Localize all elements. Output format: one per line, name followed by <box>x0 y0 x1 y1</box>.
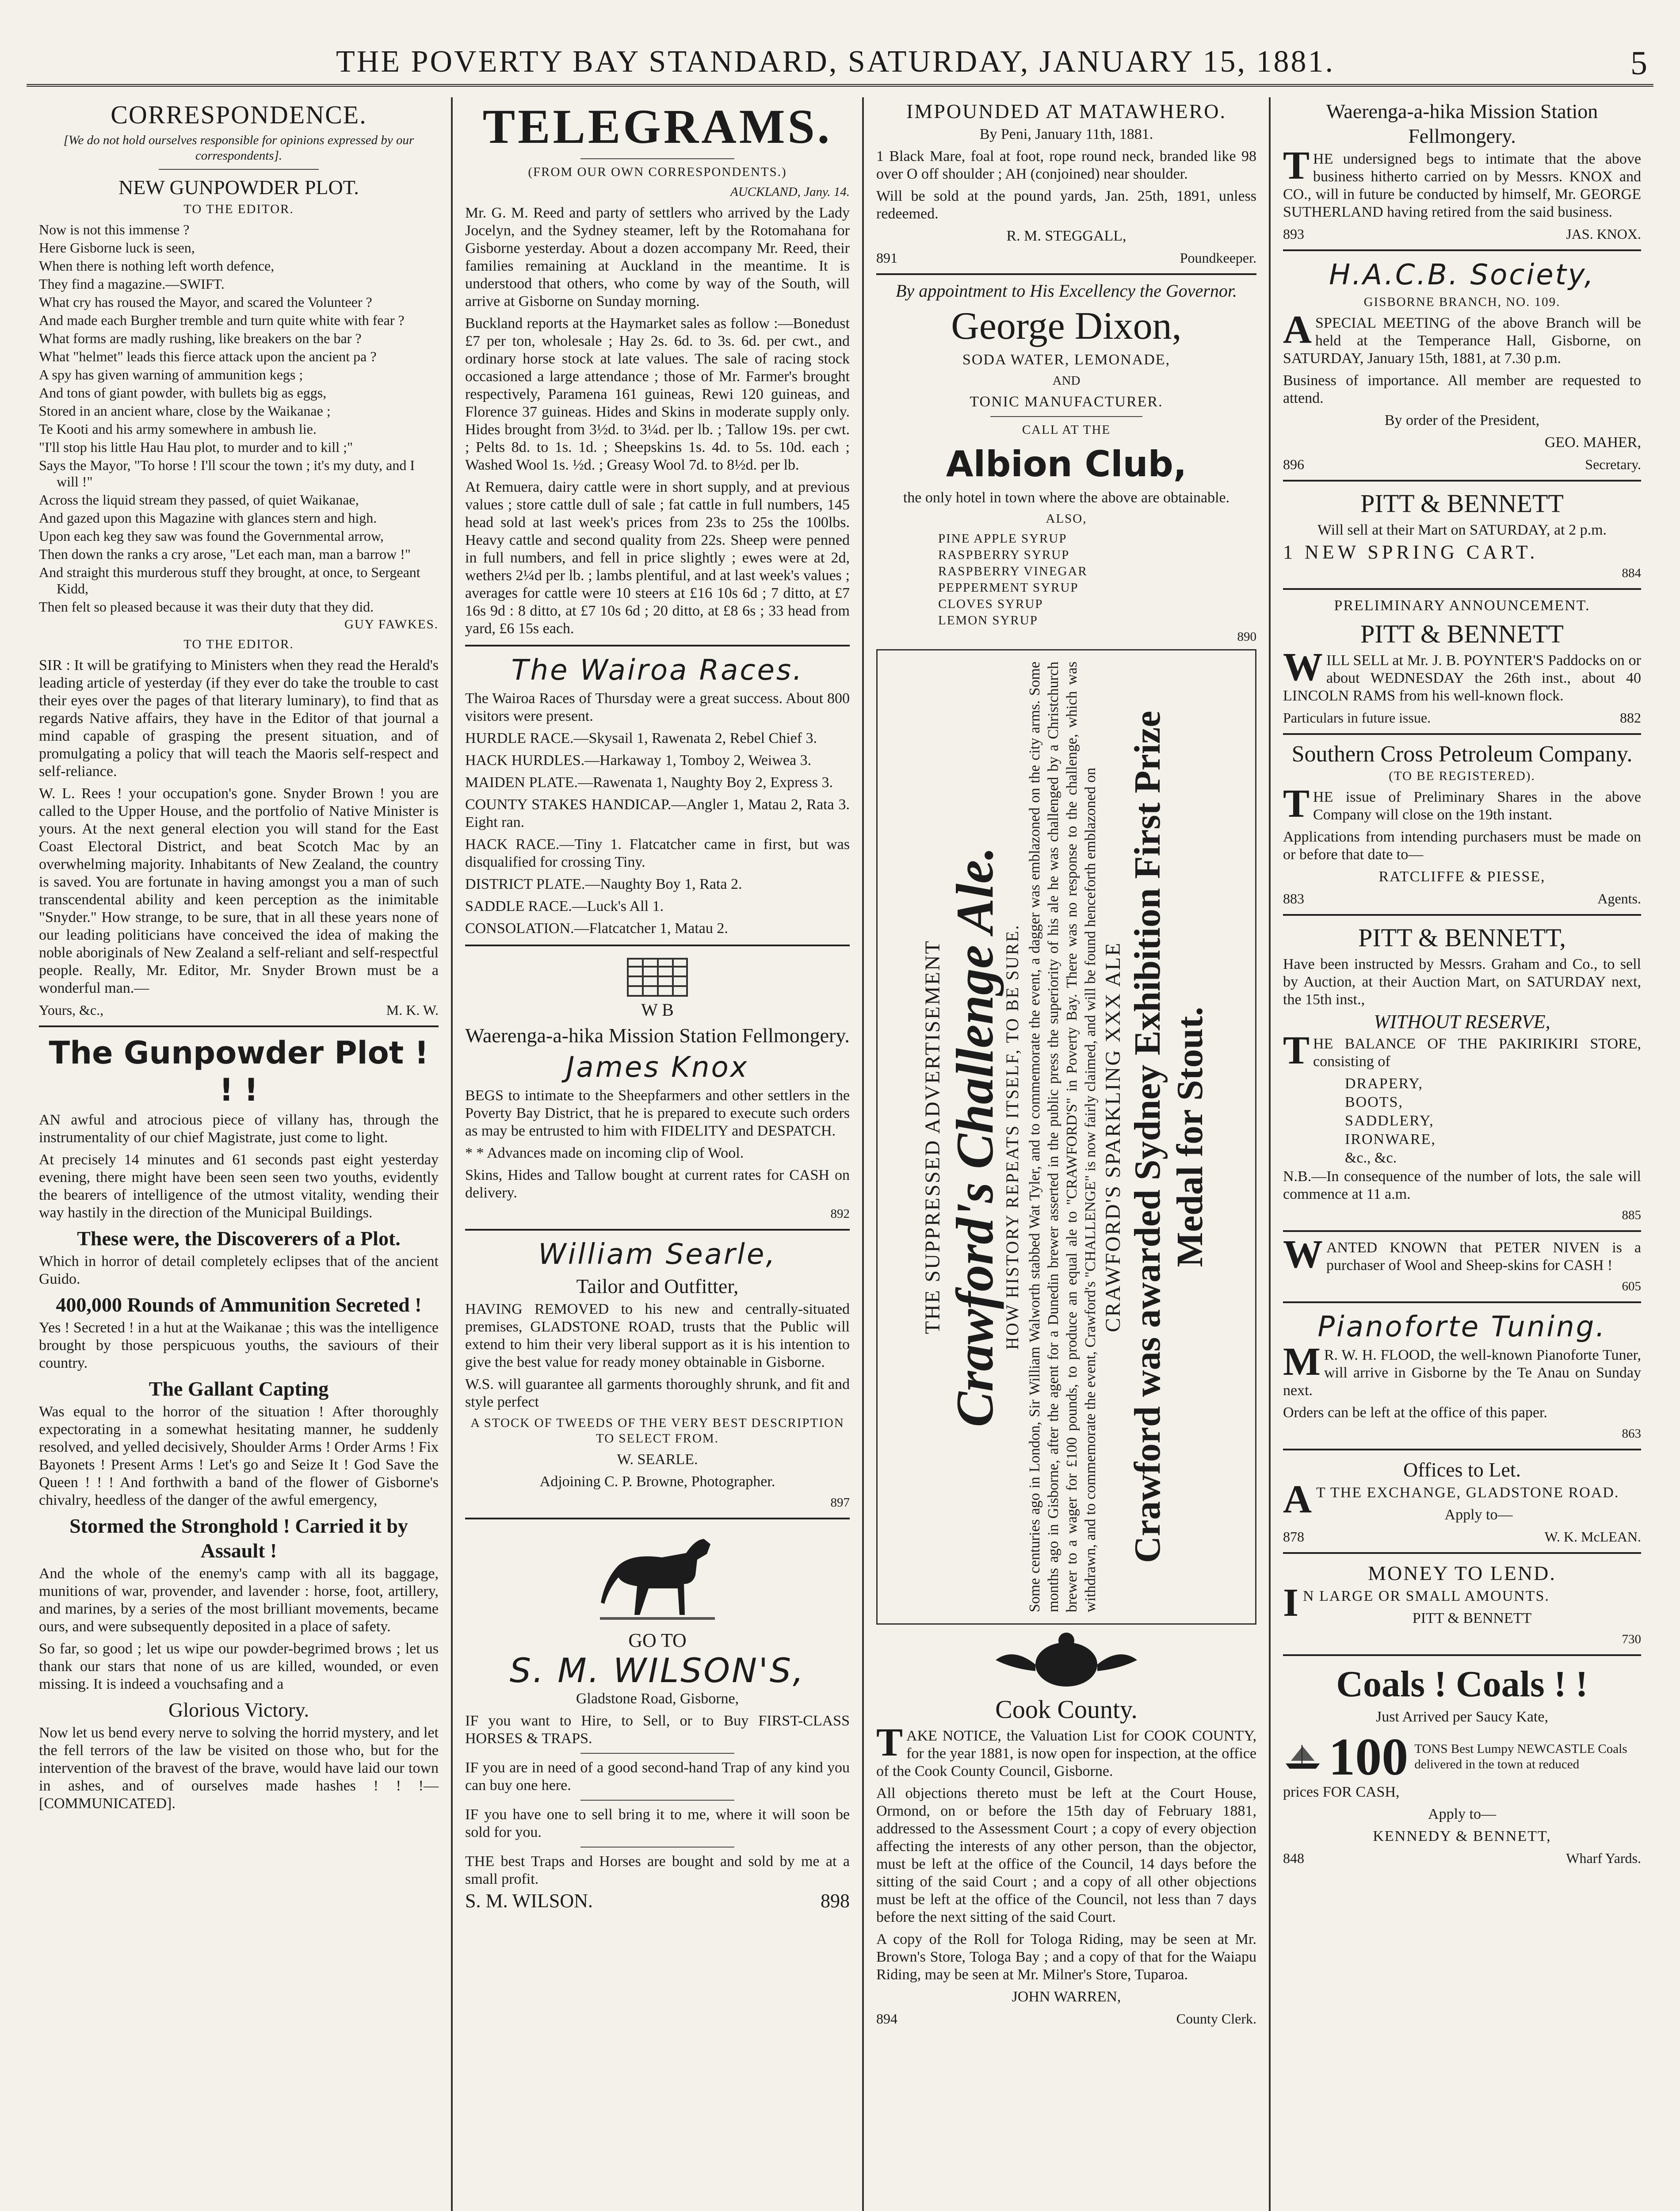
impound-role: Poundkeeper. <box>1180 250 1256 266</box>
divider <box>1283 1230 1641 1232</box>
searle-signature: W. SEARLE. <box>617 1451 698 1468</box>
tailor-subheading: Tailor and Outfitter, <box>576 1275 739 1297</box>
telegrams-source: (FROM OUR OWN CORRESPONDENTS.) <box>528 165 787 179</box>
divider <box>580 1847 734 1848</box>
crawford-ale: CRAWFORD'S SPARKLING XXX ALE <box>1101 941 1125 1332</box>
letter-close: Yours, &c., <box>39 1002 104 1018</box>
pitt-bennett-heading-2: PITT & BENNETT <box>1360 620 1564 648</box>
wairoa-heading: The Wairoa Races. <box>511 654 804 687</box>
ad-number: 883 <box>1283 891 1304 907</box>
letter-paragraph: SIR : It will be gratifying to Ministers when they read the Herald's leading article of yesterday (if they ever do take the trouble to cast their eyes over the pages of that literary luminary), to find that as regards Native affairs, they have in the Editor of that journal a mind capable of grasping the present situation, and of promulgating a policy that will teach the Maoris self-respect and self-reliance. <box>39 657 439 780</box>
race-result: HACK HURDLES.—Harkaway 1, Tomboy 2, Weiwea 3. <box>465 752 812 769</box>
wilson-heading: S. M. WILSON'S, <box>509 1651 806 1690</box>
crawford-text: Some centuries ago in London, Sir William Walworth stabbed Wat Tyler, and to commemorate the event, a dagger was emblazoned on the city arms. Some months ago in Gisborne, after the agent for a Dunedin brewer asserted in the public press the superiority of his ale he was challenged by a Christchurch brewer to a wager for £100 pounds, to produce an equal ale to "CRAWFORD'S" in Poverty Bay. There was no response to the challenge, which was withdrawn, and to commemorate the event, Crawford's "CHALLENGE" is now fairly claimed, and will be found henceforth emblazoned on <box>1027 662 1099 1612</box>
divider <box>1283 1301 1641 1303</box>
verse-line: And gazed upon this Magazine with glances stern and high. <box>39 510 377 526</box>
james-knox-heading: James Knox <box>566 1051 749 1084</box>
verse-line: Across the liquid stream they passed, of quiet Waikanae, <box>39 492 359 508</box>
telegram-paragraph: Buckland reports at the Haymarket sales as follow :—Bonedust £7 per ton, wholesale ; Hay 2s. 6d. to 3s. 6d. per cwt., and ordinary horse stock at late values. The sale of racing stock occasioned a large attendance ; those of Mr. Farmer's brought respectively, Paramena 161 guineas, Rewi 120 guineas, and Florence 37 guineas. Hides and Skins in moderate supply only. Hides brought from 3½d. to 3¼d. per lb. ; Tallow 19s. per cwt. ; Pelts 8d. to 1s. 1d. ; Sheepskins 1s. 4d. to 5s. 10d. each ; Washed Wool 1s. ½d. ; Greasy Wool 7d. to 8½d. per lb. <box>465 315 850 473</box>
divider <box>1283 1449 1641 1450</box>
telegram-paragraph: At Remuera, dairy cattle were in short supply, and at previous values ; store cattle dull of sale ; fat cattle in full numbers, 145 head sold at last week's prices from 23s to 25s the 100lbs. Heavy cattle and second quality from 22s. Sheep were penned in full numbers, and fell in price slightly ; ewes were at 2d, wethers 2¼d per lb. ; lambs plentiful, and at last week's values ; averages for cattle were 10 steers at £16 10s 6d ; 7 ditto, at £7 16s 9d : 8 ditto, at £7 10s 6d ; 20 ditto, at £8 6s ; 33 head from yard, £6 15s each. <box>465 479 850 637</box>
verse-line: When there is nothing left worth defence, <box>39 258 275 274</box>
coals-place: Wharf Yards. <box>1566 1850 1641 1866</box>
dateline: AUCKLAND, Jany. 14. <box>730 185 850 199</box>
column-correspondence <box>27 97 451 2211</box>
dixon-also: ALSO, <box>1046 512 1087 526</box>
verse-line: Upon each keg they saw was found the Governmental arrow, <box>39 528 384 544</box>
wilson-signature: S. M. WILSON. <box>465 1890 593 1912</box>
verse-line: What "helmet" leads this fierce attack upon the ancient pa ? <box>39 348 377 364</box>
sc-role: Agents. <box>1597 891 1641 907</box>
offices-signoff <box>1283 1528 1641 1545</box>
divider <box>1283 1552 1641 1554</box>
verse-line: A spy has given warning of ammunition kegs ; <box>39 367 303 383</box>
cook-roll: A copy of the Roll for Tologa Riding, may be seen at Mr. Brown's Store, Tologa Bay ; and a copy of that for the Waiapu Riding, may be seen at Mr. Milner's Store, Tuparoa. <box>876 1931 1256 1983</box>
divider <box>465 645 850 646</box>
dixon-trade: SODA WATER, LEMONADE, <box>962 352 1171 368</box>
money-text: IN LARGE OR SMALL AMOUNTS. <box>1283 1581 1550 1625</box>
store-item: &c., &c. <box>1345 1150 1397 1166</box>
ad-number: 896 <box>1283 456 1304 472</box>
pakirikiri-items <box>1283 1075 1641 1167</box>
syrup-item: LEMON SYRUP <box>938 613 1038 627</box>
crawford-title: Crawford's Challenge Ale. <box>945 846 1004 1427</box>
coals-signature: KENNEDY & BENNETT, <box>1373 1828 1551 1844</box>
divider <box>1283 480 1641 482</box>
pianoforte-heading: Pianoforte Tuning. <box>1317 1311 1607 1343</box>
plot-paragraph: At precisely 14 minutes and 61 seconds past eight yesterday evening, there might have been seen seen two youths, evidently the bearers of intelligence of the utmost vitality, wending their way hastily in the direction of the Municipal Buildings. <box>39 1151 439 1221</box>
letter-paragraph: W. L. Rees ! your occupation's gone. Snyder Brown ! you are called to the Upper House, and the portfolio of Native Minister is yours. At the next general election you will stand for the East Coast Electoral District, and beat Scotch Mac by an overwhelming majority. Inhabitants of New Zealand, the country is saved. You are fortunate in having amongst you a man of such transcendental ability and keen perception as the inimitable "Snyder." How strange, to be sure, that in all these years none of our leading politicians have conceived the idea of making the noble aboriginals of New Zealand a self-reliant and self-respectful people. Really, Mr. Editor, Mr. Snyder Brown must be a wonderful man.— <box>39 785 439 996</box>
masthead <box>27 18 1653 87</box>
gunpowder-plot-heading: The Gunpowder Plot ! ! ! <box>49 1035 429 1108</box>
piano-text: MR. W. H. FLOOD, the well-known Pianoforte Tuner, will arrive in Gisborne by the Te Anau on Sunday next. <box>1283 1340 1641 1399</box>
pb3-text: Have been instructed by Messrs. Graham and Co., to sell by Auction, at their Auction Mart, on SATURDAY next, the 15th inst., <box>1283 956 1641 1008</box>
cook-signature: JOHN WARREN, <box>1012 1989 1121 2005</box>
wilson-line: IF you have one to sell bring it to me, where it will soon be sold for you. <box>465 1806 850 1840</box>
divider <box>465 945 850 946</box>
divider <box>1283 588 1641 590</box>
crawford-header: THE SUPPRESSED ADVERTISEMENT <box>921 940 944 1334</box>
wilson-address: Gladstone Road, Gisborne, <box>576 1691 739 1707</box>
ad-number: 893 <box>1283 226 1304 242</box>
crawford-advertisement <box>876 649 1256 1625</box>
wilson-line: IF you want to Hire, to Sell, or to Buy FIRST-CLASS HORSES & TRAPS. <box>465 1713 850 1747</box>
ad-number: 890 <box>1237 630 1256 644</box>
pb2-text-2: Particulars in future issue. <box>1283 710 1431 726</box>
preliminary-heading: PRELIMINARY ANNOUNCEMENT. <box>1334 597 1590 614</box>
piano-text-2: Orders can be left at the office of this paper. <box>1283 1404 1547 1421</box>
disclaimer: [We do not hold ourselves responsible for opinions expressed by our correspondents]. <box>63 133 414 163</box>
wilson-signoff <box>465 1890 850 1912</box>
column-ads-center <box>862 97 1269 2211</box>
dixon-heading: George Dixon, <box>951 305 1182 348</box>
verse-line: And tons of giant powder, with bullets big as eggs, <box>39 385 327 401</box>
crawford-award: Crawford was awarded Sydney Exhibition First Prize Medal for Stout. <box>1127 711 1210 1563</box>
stormed-paragraph: So far, so good ; let us wipe our powder-begrimed brows ; let us thank our stars that none of us are killed, wounded, or even missing. It is indeed a vouchsafing and a <box>39 1641 439 1692</box>
to-editor-heading: TO THE EDITOR. <box>183 202 294 216</box>
verse-line: Then felt so pleased because it was their duty that they did. <box>39 599 374 615</box>
ad-number: 892 <box>830 1207 850 1221</box>
verse-line: Te Kooti and his army somewhere in ambush lie. <box>39 421 317 437</box>
sc-text-2: Applications from intending purchasers must be made on or before that date to— <box>1283 829 1641 863</box>
searle-ad-text-2: W.S. will guarantee all garments thoroughly shrunk, and fit and style perfect <box>465 1376 850 1410</box>
divider <box>159 169 319 170</box>
syrup-item: RASPBERRY VINEGAR <box>938 564 1088 578</box>
verse-line: And made each Burgher tremble and turn quite white with fear ? <box>39 312 405 328</box>
cook-notice: TAKE NOTICE, the Valuation List for COOK COUNTY, for the year 1881, is now open for inspection, at the office of the Cook County Council, Gisborne. <box>876 1721 1256 1779</box>
hacb-branch: GISBORNE BRANCH, NO. 109. <box>1363 295 1561 309</box>
ad-number: 878 <box>1283 1529 1304 1545</box>
offices-signature: W. K. McLEAN. <box>1544 1529 1641 1545</box>
wilson-line: THE best Traps and Horses are bought and sold by me at a small profit. <box>465 1853 850 1887</box>
syrup-item: PEPPERMENT SYRUP <box>938 581 1079 595</box>
masthead-title: THE POVERTY BAY STANDARD, SATURDAY, JANUARY 15, 1881. <box>336 45 1335 79</box>
impounded-heading: IMPOUNDED AT MATAWHERO. <box>906 100 1226 122</box>
stormed-paragraph: And the whole of the enemy's camp with all its baggage, munitions of war, provender, and lavender : horse, foot, artillery, and marines, by a series of the most brilliant movements, became ours, and were subsequently deposited in a place of safety. <box>39 1565 439 1635</box>
verse-line: What cry has roused the Mayor, and scared the Volunteer ? <box>39 294 372 310</box>
race-result: DISTRICT PLATE.—Naughty Boy 1, Rata 2. <box>465 876 742 892</box>
page-number: 5 <box>1630 45 1649 82</box>
column-telegrams <box>451 97 862 2211</box>
searle-ad-text: HAVING REMOVED to his new and centrally-situated premises, GLADSTONE ROAD, trusts that the Public will extend to him their very liberal support as it is his intention to give the best value for ready money obtainable in Gisborne. <box>465 1301 850 1370</box>
cook-role: County Clerk. <box>1176 2011 1256 2027</box>
waerenga-signoff <box>1283 226 1641 242</box>
hacb-role: Secretary. <box>1585 456 1641 472</box>
impound-signoff <box>876 249 1256 266</box>
victory-paragraph: Now let us bend every nerve to solving the horrid mystery, and let the fell terrors of the law be visited on those who, but for the intervention of the bravest of the brave, would have laid our town in ashes, and of ourselves made hashes ! ! !—[COMMUNICATED]. <box>39 1725 439 1812</box>
ad-number: 730 <box>1622 1632 1641 1646</box>
gallant-paragraph: Was equal to the horror of the situation ! After thoroughly expectorating in a somewhat hesitating manner, he suddenly resolved, and yelled decisively, Shoulder Arms ! Order Arms ! Fix Bayonets ! Present Arms ! Let's go and Seize It ! God Save the Queen ! ! ! And forthwith a band of the flower of Gisborne's chivalry, heedless of the danger of the awful emergency, <box>39 1404 439 1508</box>
fellmongery-heading: Waerenga-a-hika Mission Station Fellmongery. <box>465 1024 850 1047</box>
hacb-text-2: Business of importance. All member are requested to attend. <box>1283 372 1641 406</box>
verse-line: "I'll stop his little Hau Hau plot, to murder and to kill ;" <box>39 439 353 455</box>
goto-label: GO TO <box>628 1630 687 1651</box>
verse-signature: GUY FAWKES. <box>344 617 439 631</box>
verse <box>39 222 439 615</box>
sc-signoff <box>1283 890 1641 907</box>
searle-stock: A STOCK OF TWEEDS OF THE VERY BEST DESCRIPTION TO SELECT FROM. <box>470 1416 844 1446</box>
coals-heading: Coals ! Coals ! ! <box>1336 1664 1588 1705</box>
divider <box>580 1800 734 1801</box>
rounds-heading: 400,000 Rounds of Ammunition Secreted ! <box>56 1293 422 1316</box>
knox-ad-text: BEGS to intimate to the Sheepfarmers and other settlers in the Poverty Bay District, that he is prepared to execute such orders as may be entrusted to him with FIDELITY and DESPATCH. <box>465 1087 850 1139</box>
coals-offer <box>1283 1727 1641 1786</box>
coals-tons: TONS Best Lumpy NEWCASTLE Coals delivered in the town at reduced <box>1414 1742 1627 1771</box>
crawford-rotated-content <box>921 662 1211 1612</box>
correspondence-heading: CORRESPONDENCE. <box>111 100 367 129</box>
wilson-line: IF you are in need of a good second-hand Trap of any kind you can buy one here. <box>465 1760 850 1794</box>
county-crest-icon <box>987 1629 1146 1691</box>
verse-line: Says the Mayor, "To horse ! I'll scour the town ; it's my duty, and I will !" <box>39 457 415 490</box>
ad-number: 891 <box>876 250 897 266</box>
pitt-bennett-heading: PITT & BENNETT <box>1360 489 1564 518</box>
dixon-call: CALL AT THE <box>1022 423 1111 437</box>
race-result: CONSOLATION.—Flatcatcher 1, Matau 2. <box>465 920 728 937</box>
ad-number: 898 <box>821 1890 850 1912</box>
searle-address: Adjoining C. P. Browne, Photographer. <box>539 1473 775 1490</box>
verse-line: And straight this murderous stuff they brought, at once, to Sergeant Kidd, <box>39 564 420 597</box>
impound-date: By Peni, January 11th, 1881. <box>979 126 1153 142</box>
divider <box>465 1229 850 1231</box>
pb1-text: Will sell at their Mart on SATURDAY, at 2 p.m. <box>1317 522 1607 538</box>
william-searle-heading: William Searle, <box>538 1238 777 1271</box>
store-item: SADDLERY, <box>1345 1113 1434 1129</box>
divider <box>39 1025 439 1027</box>
syrup-item: CLOVES SYRUP <box>938 597 1043 611</box>
impound-text: 1 Black Mare, foal at foot, rope round neck, branded like 98 over O off shoulder ; AH (conjoined) near shoulder. <box>876 148 1256 182</box>
column-ads-right <box>1269 97 1653 2211</box>
money-heading: MONEY TO LEND. <box>1368 1562 1556 1584</box>
ad-number: 894 <box>876 2011 897 2027</box>
sc-registered: (TO BE REGISTERED). <box>1389 769 1535 783</box>
impound-sale: Will be sold at the pound yards, Jan. 25th, 1891, unless redeemed. <box>876 188 1256 222</box>
pb3-text-2: THE BALANCE OF THE PAKIRIKIRI STORE, consisting of <box>1283 1029 1641 1072</box>
wairoa-intro: The Wairoa Races of Thursday were a great success. About 800 visitors were present. <box>465 690 850 724</box>
race-result: SADDLE RACE.—Luck's All 1. <box>465 898 664 914</box>
waerenga-text: THE undersigned begs to intimate that the above business hitherto carried on by Messrs. KNOX and CO., will in future be conducted by himself, Mr. GEORGE SUTHERLAND having retired from the said business. <box>1283 144 1641 220</box>
logo-letters: W B <box>641 1000 674 1020</box>
to-editor-heading-2: TO THE EDITOR. <box>183 637 294 651</box>
letter-signature: M. K. W. <box>386 1002 439 1018</box>
ad-number: 884 <box>1622 566 1641 580</box>
race-result: MAIDEN PLATE.—Rawenata 1, Naughty Boy 2, Express 3. <box>465 774 833 791</box>
race-result: COUNTY STAKES HANDICAP.—Angler 1, Matau 2, Rata 3. Eight ran. <box>465 796 850 830</box>
albion-club-heading: Albion Club, <box>946 444 1187 485</box>
coals-prices: prices FOR CASH, <box>1283 1784 1400 1800</box>
store-item: BOOTS, <box>1345 1094 1403 1110</box>
waerenga-signature: JAS. KNOX. <box>1566 226 1641 242</box>
pb1-item: 1 NEW SPRING CART. <box>1283 541 1539 563</box>
divider <box>1283 733 1641 735</box>
divider <box>465 1518 850 1519</box>
verse-line: Now is not this immense ? <box>39 222 190 237</box>
divider <box>580 158 734 159</box>
ship-icon <box>1283 1733 1322 1781</box>
verse-line: Stored in an ancient whare, close by the Waikanae ; <box>39 403 331 419</box>
telegram-paragraph: Mr. G. M. Reed and party of settlers who arrived by the Lady Jocelyn, and the Sydney steamer, left by the Rotomahana for Gisborne yesterday. About a dozen accompany Mr. Reed, their families remaining at Auckland in the meantime. It is understood that others, who come by way of the South, will arrive at Gisborne on Sunday morning. <box>465 205 850 310</box>
offices-text: AT THE EXCHANGE, GLADSTONE ROAD. <box>1283 1477 1619 1521</box>
pitt-bennett-heading-3: PITT & BENNETT, <box>1358 923 1566 952</box>
divider <box>1283 1654 1641 1656</box>
syrup-list <box>876 531 1256 628</box>
waerenga-heading: Waerenga-a-hika Mission Station Fellmongery. <box>1326 100 1598 147</box>
divider <box>1283 914 1641 916</box>
dixon-trade-2: TONIC MANUFACTURER. <box>970 394 1163 410</box>
wool-bale-icon <box>627 958 688 997</box>
verse-line: What forms are madly rushing, like breakers on the bar ? <box>39 330 362 346</box>
coals-arrived: Just Arrived per Saucy Kate, <box>1376 1709 1548 1725</box>
divider <box>990 416 1142 417</box>
hacb-order: By order of the President, <box>1384 412 1540 428</box>
verse-line: They find a magazine.—SWIFT. <box>39 276 225 292</box>
letter-signoff <box>39 1002 439 1018</box>
verse-line: Then down the ranks a cry arose, "Let each man, man a barrow !" <box>39 546 411 562</box>
plot-title: NEW GUNPOWDER PLOT. <box>118 176 359 199</box>
discoverers-heading: These were, the Discoverers of a Plot. <box>77 1227 401 1250</box>
dixon-and: AND <box>1052 374 1081 388</box>
dixon-text: the only hotel in town where the above are obtainable. <box>903 490 1230 506</box>
fellmongery-logo-row <box>465 953 850 1001</box>
coals-signoff <box>1283 1850 1641 1867</box>
rounds-paragraph: Yes ! Secreted ! in a hut at the Waikanae ; this was the intelligence brought by those perspicuous youths, the saviours of their country. <box>39 1320 439 1371</box>
cook-signoff <box>876 2010 1256 2027</box>
hacb-signoff <box>1283 456 1641 473</box>
columns <box>27 97 1653 2211</box>
sc-signature: RATCLIFFE & PIESSE, <box>1378 868 1546 885</box>
ad-number: 848 <box>1283 1850 1304 1866</box>
offices-apply: Apply to— <box>1444 1507 1513 1523</box>
offices-heading: Offices to Let. <box>1403 1458 1521 1481</box>
wanted-known: WANTED KNOWN that PETER NIVEN is a purchaser of Wool and Sheep-skins for CASH ! <box>1283 1232 1641 1276</box>
money-signature: PITT & BENNETT <box>1412 1610 1532 1626</box>
impound-signature: R. M. STEGGALL, <box>1006 228 1126 244</box>
gallant-heading: The Gallant Capting <box>149 1377 329 1400</box>
horse-icon <box>591 1526 724 1628</box>
discoverers-paragraph: Which in horror of detail completely eclipses that of the ancient Guido. <box>39 1253 439 1287</box>
plot-intro: AN awful and atrocious piece of villany has, through the instrumentality of our chief Magistrate, just come to light. <box>39 1112 439 1146</box>
syrup-item: RASPBERRY SYRUP <box>938 548 1070 562</box>
coals-quantity: 100 <box>1329 1727 1409 1786</box>
ad-number: 882 <box>1620 710 1641 726</box>
ad-number: 885 <box>1622 1208 1641 1222</box>
appointment-line: By appointment to His Excellency the Governor. <box>896 281 1237 301</box>
hacb-signature: GEO. MAHER, <box>1544 434 1641 451</box>
victory-heading: Glorious Victory. <box>168 1698 309 1721</box>
store-item: IRONWARE, <box>1345 1131 1436 1148</box>
pb2-text: WILL SELL at Mr. J. B. POYNTER'S Paddocks on or about WEDNESDAY the 26th inst., about 40 LINCOLN RAMS from his well-known flock. <box>1283 645 1641 704</box>
cook-county-heading: Cook County. <box>995 1695 1138 1724</box>
knox-ad-note: * * Advances made on incoming clip of Wool. <box>465 1145 744 1161</box>
verse-line: Here Gisborne luck is seen, <box>39 240 195 256</box>
hacb-heading: H.A.C.B. Society, <box>1329 259 1595 291</box>
without-reserve: WITHOUT RESERVE, <box>1374 1011 1550 1033</box>
race-result: HURDLE RACE.—Skysail 1, Rawenata 2, Rebel Chief 3. <box>465 730 817 746</box>
ad-number: 863 <box>1622 1427 1641 1441</box>
race-result: HACK RACE.—Tiny 1. Flatcatcher came in first, but was disqualified for crossing Tiny. <box>465 836 850 870</box>
ad-number: 605 <box>1622 1279 1641 1293</box>
syrup-item: PINE APPLE SYRUP <box>938 532 1067 546</box>
telegrams-heading: TELEGRAMS. <box>482 99 832 153</box>
crawford-subtitle: HOW HISTORY REPEATS ITSELF, TO BE SURE. <box>1002 924 1022 1350</box>
divider <box>1283 249 1641 251</box>
knox-ad-skins: Skins, Hides and Tallow bought at current rates for CASH on delivery. <box>465 1167 850 1201</box>
divider <box>876 273 1256 275</box>
coals-apply: Apply to— <box>1428 1806 1496 1822</box>
cook-objections: All objections thereto must be left at the Court House, Ormond, on or before the 15th day of February 1881, addressed to the Assessment Court ; a copy of every objection affecting the interests of any other person, than the objector, must be left at the office of the Council, 14 days before the sitting of the said Court ; and a copy of all other objections must be left at the office of the Council, not less than 7 days before the next sitting of the said Court. <box>876 1785 1256 1925</box>
southern-cross-heading: Southern Cross Petroleum Company. <box>1291 742 1633 767</box>
divider <box>580 1753 734 1754</box>
store-item: DRAPERY, <box>1345 1075 1423 1092</box>
sc-text: THE issue of Preliminary Shares in the above Company will close on the 19th instant. <box>1283 782 1641 826</box>
pb2-signoff <box>1283 709 1641 726</box>
ad-number: 897 <box>830 1496 850 1510</box>
hacb-text: ASPECIAL MEETING of the above Branch will be held at the Temperance Hall, Gisborne, on SATURDAY, January 15th, 1881, at 7.30 p.m. <box>1283 308 1641 367</box>
stormed-heading: Stormed the Stronghold ! Carried it by Assault ! <box>69 1515 408 1562</box>
pb3-note: N.B.—In consequence of the number of lots, the sale will commence at 11 a.m. <box>1283 1168 1641 1202</box>
